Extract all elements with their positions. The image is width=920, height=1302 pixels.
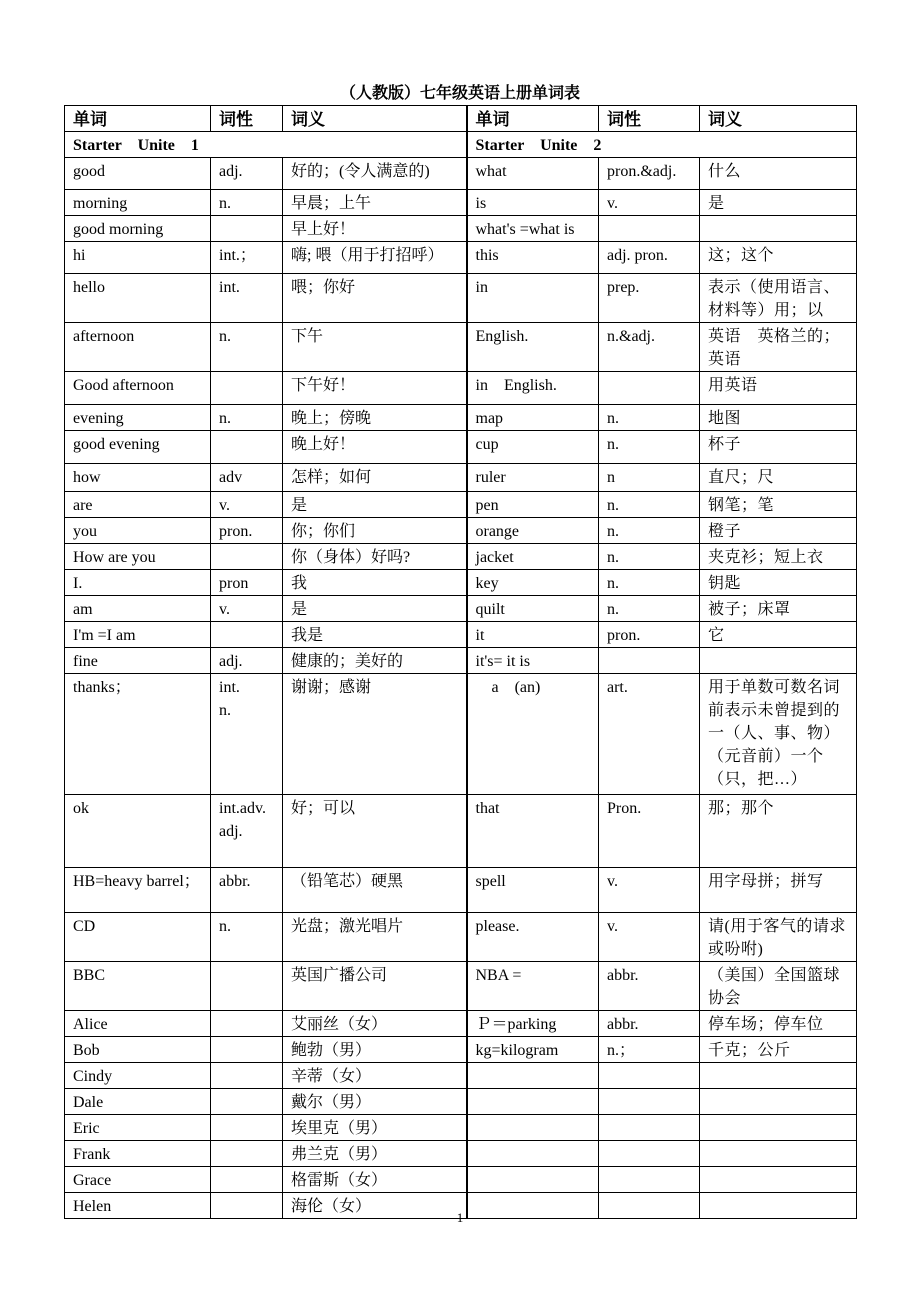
cell-meaning: 埃里克（男） bbox=[283, 1115, 467, 1141]
table-row bbox=[65, 544, 857, 570]
cell-word: in English. bbox=[467, 372, 599, 405]
cell-pos: v. bbox=[211, 492, 283, 518]
table-row bbox=[65, 464, 857, 492]
cell-pos: prep. bbox=[599, 274, 700, 323]
document-title: （人教版）七年级英语上册单词表 bbox=[339, 85, 580, 102]
cell-meaning: （美国）全国篮球协会 bbox=[700, 962, 857, 1011]
cell-pos: n. bbox=[599, 405, 700, 431]
table-row bbox=[65, 190, 857, 216]
table-row bbox=[65, 323, 857, 372]
cell-meaning: 钥匙 bbox=[700, 570, 857, 596]
cell-pos: n. bbox=[599, 544, 700, 570]
cell-word: good morning bbox=[65, 216, 211, 242]
cell-pos: n. bbox=[599, 431, 700, 464]
cell-pos bbox=[599, 216, 700, 242]
cell-meaning: 是 bbox=[283, 492, 467, 518]
cell-meaning: 你（身体）好吗? bbox=[283, 544, 467, 570]
cell-word: ok bbox=[65, 795, 211, 868]
cell-meaning: 杯子 bbox=[700, 431, 857, 464]
cell-meaning: 地图 bbox=[700, 405, 857, 431]
cell-word: hello bbox=[65, 274, 211, 323]
cell-word: Alice bbox=[65, 1011, 211, 1037]
table-row bbox=[65, 795, 857, 868]
cell-pos bbox=[211, 431, 283, 464]
section-title-unit-1: Starter Unite 1 bbox=[65, 132, 467, 158]
cell-meaning: 橙子 bbox=[700, 518, 857, 544]
cell-meaning: 好的；(令人满意的) bbox=[283, 158, 467, 190]
cell-word bbox=[467, 1141, 599, 1167]
cell-word: Good afternoon bbox=[65, 372, 211, 405]
cell-pos: n. bbox=[599, 492, 700, 518]
cell-pos bbox=[211, 1115, 283, 1141]
cell-pos bbox=[211, 1037, 283, 1063]
cell-meaning: 那；那个 bbox=[700, 795, 857, 868]
cell-word: Eric bbox=[65, 1115, 211, 1141]
cell-meaning bbox=[700, 1063, 857, 1089]
cell-word: a (an) bbox=[467, 674, 599, 795]
cell-word: Bob bbox=[65, 1037, 211, 1063]
section-title-unit-2: Starter Unite 2 bbox=[467, 132, 857, 158]
cell-word: pen bbox=[467, 492, 599, 518]
header-pos: 词性 bbox=[211, 106, 283, 132]
cell-pos: v. bbox=[599, 190, 700, 216]
cell-meaning bbox=[700, 648, 857, 674]
cell-word: that bbox=[467, 795, 599, 868]
cell-word: CD bbox=[65, 913, 211, 962]
table-row bbox=[65, 674, 857, 795]
cell-pos: abbr. bbox=[599, 962, 700, 1011]
cell-pos: n. bbox=[599, 596, 700, 622]
cell-pos bbox=[599, 1167, 700, 1193]
cell-meaning: 戴尔（男） bbox=[283, 1089, 467, 1115]
cell-pos bbox=[211, 1141, 283, 1167]
cell-pos bbox=[211, 1011, 283, 1037]
cell-word: Helen bbox=[65, 1193, 211, 1219]
cell-meaning: 英语 英格兰的；英语 bbox=[700, 323, 857, 372]
cell-word: morning bbox=[65, 190, 211, 216]
cell-meaning bbox=[700, 1141, 857, 1167]
cell-pos: n.； bbox=[599, 1037, 700, 1063]
cell-word: evening bbox=[65, 405, 211, 431]
table-row bbox=[65, 1167, 857, 1193]
cell-meaning: 什么 bbox=[700, 158, 857, 190]
cell-word: this bbox=[467, 242, 599, 274]
cell-meaning bbox=[700, 216, 857, 242]
cell-pos: n bbox=[599, 464, 700, 492]
cell-word: how bbox=[65, 464, 211, 492]
cell-meaning: 英国广播公司 bbox=[283, 962, 467, 1011]
table-row bbox=[65, 570, 857, 596]
cell-pos bbox=[599, 648, 700, 674]
cell-pos bbox=[211, 216, 283, 242]
section-row bbox=[65, 132, 857, 158]
cell-pos: adj. bbox=[211, 158, 283, 190]
cell-meaning: 格雷斯（女） bbox=[283, 1167, 467, 1193]
cell-word: jacket bbox=[467, 544, 599, 570]
cell-meaning: 早晨；上午 bbox=[283, 190, 467, 216]
cell-meaning: 怎样；如何 bbox=[283, 464, 467, 492]
cell-word: quilt bbox=[467, 596, 599, 622]
cell-word: NBA = bbox=[467, 962, 599, 1011]
cell-meaning: 表示（使用语言、材料等）用；以 bbox=[700, 274, 857, 323]
cell-meaning: 停车场；停车位 bbox=[700, 1011, 857, 1037]
vocabulary-table bbox=[64, 105, 857, 1219]
cell-meaning: 谢谢；感谢 bbox=[283, 674, 467, 795]
cell-word: Grace bbox=[65, 1167, 211, 1193]
cell-pos: v. bbox=[599, 868, 700, 913]
cell-pos: abbr. bbox=[211, 868, 283, 913]
cell-meaning: 早上好！ bbox=[283, 216, 467, 242]
cell-meaning: 晚上好！ bbox=[283, 431, 467, 464]
cell-pos: pron. bbox=[211, 518, 283, 544]
cell-pos bbox=[599, 1115, 700, 1141]
cell-pos: int.adv. adj. bbox=[211, 795, 283, 868]
cell-meaning: 晚上；傍晚 bbox=[283, 405, 467, 431]
cell-pos: v. bbox=[599, 913, 700, 962]
table-row bbox=[65, 913, 857, 962]
cell-pos: n. bbox=[599, 518, 700, 544]
cell-word: kg=kilogram bbox=[467, 1037, 599, 1063]
cell-word bbox=[467, 1089, 599, 1115]
cell-pos: pron.&adj. bbox=[599, 158, 700, 190]
cell-pos bbox=[211, 1167, 283, 1193]
cell-meaning: 嗨; 喂（用于打招呼） bbox=[283, 242, 467, 274]
cell-pos bbox=[211, 372, 283, 405]
cell-pos: n. bbox=[211, 913, 283, 962]
cell-meaning: 光盘；激光唱片 bbox=[283, 913, 467, 962]
cell-word: is bbox=[467, 190, 599, 216]
page-number: 1 bbox=[456, 1210, 464, 1225]
cell-meaning: 健康的；美好的 bbox=[283, 648, 467, 674]
table-row bbox=[65, 648, 857, 674]
cell-pos: adv bbox=[211, 464, 283, 492]
cell-word: are bbox=[65, 492, 211, 518]
cell-meaning: 好；可以 bbox=[283, 795, 467, 868]
cell-word: fine bbox=[65, 648, 211, 674]
cell-pos: art. bbox=[599, 674, 700, 795]
table-row bbox=[65, 216, 857, 242]
cell-meaning: 我 bbox=[283, 570, 467, 596]
cell-meaning: 用于单数可数名词前表示未曾提到的一（人、事、物）（元音前）一个（只，把…） bbox=[700, 674, 857, 795]
cell-meaning: 弗兰克（男） bbox=[283, 1141, 467, 1167]
cell-pos bbox=[599, 1063, 700, 1089]
table-row bbox=[65, 242, 857, 274]
cell-pos bbox=[211, 1089, 283, 1115]
cell-word: spell bbox=[467, 868, 599, 913]
cell-meaning: 艾丽丝（女） bbox=[283, 1011, 467, 1037]
cell-pos: pron. bbox=[599, 622, 700, 648]
cell-meaning: 这；这个 bbox=[700, 242, 857, 274]
cell-pos bbox=[599, 1141, 700, 1167]
cell-pos bbox=[211, 1063, 283, 1089]
cell-word bbox=[467, 1167, 599, 1193]
cell-meaning: 你；你们 bbox=[283, 518, 467, 544]
cell-pos bbox=[599, 1089, 700, 1115]
cell-pos bbox=[211, 622, 283, 648]
cell-word: what bbox=[467, 158, 599, 190]
table-header-row bbox=[65, 106, 857, 132]
cell-meaning: 直尺；尺 bbox=[700, 464, 857, 492]
cell-pos: n. bbox=[211, 405, 283, 431]
cell-pos: pron bbox=[211, 570, 283, 596]
header-meaning: 词义 bbox=[700, 106, 857, 132]
cell-pos: adj. bbox=[211, 648, 283, 674]
cell-pos: n.&adj. bbox=[599, 323, 700, 372]
cell-pos: int. n. bbox=[211, 674, 283, 795]
cell-meaning: 请(用于客气的请求或吩咐) bbox=[700, 913, 857, 962]
cell-meaning bbox=[700, 1167, 857, 1193]
cell-word: it's= it is bbox=[467, 648, 599, 674]
cell-word: Ｐ＝parking bbox=[467, 1011, 599, 1037]
cell-meaning: 它 bbox=[700, 622, 857, 648]
cell-meaning: 是 bbox=[700, 190, 857, 216]
table-row bbox=[65, 622, 857, 648]
cell-word: I'm =I am bbox=[65, 622, 211, 648]
table-row bbox=[65, 492, 857, 518]
table-row bbox=[65, 158, 857, 190]
table-row bbox=[65, 1115, 857, 1141]
cell-meaning: 海伦（女） bbox=[283, 1193, 467, 1219]
table-row bbox=[65, 1037, 857, 1063]
cell-word: key bbox=[467, 570, 599, 596]
cell-meaning: 用英语 bbox=[700, 372, 857, 405]
cell-word: please. bbox=[467, 913, 599, 962]
cell-meaning: 喂；你好 bbox=[283, 274, 467, 323]
cell-pos: v. bbox=[211, 596, 283, 622]
cell-pos: n. bbox=[211, 323, 283, 372]
cell-meaning: 千克；公斤 bbox=[700, 1037, 857, 1063]
cell-word bbox=[467, 1063, 599, 1089]
cell-meaning: 我是 bbox=[283, 622, 467, 648]
cell-meaning bbox=[700, 1089, 857, 1115]
cell-pos bbox=[211, 544, 283, 570]
table-row bbox=[65, 962, 857, 1011]
table-row bbox=[65, 1011, 857, 1037]
cell-meaning: 下午好！ bbox=[283, 372, 467, 405]
cell-word: thanks； bbox=[65, 674, 211, 795]
cell-word: you bbox=[65, 518, 211, 544]
header-word: 单词 bbox=[467, 106, 599, 132]
cell-meaning: 被子；床罩 bbox=[700, 596, 857, 622]
cell-word: BBC bbox=[65, 962, 211, 1011]
cell-word: what's =what is bbox=[467, 216, 599, 242]
cell-meaning: 下午 bbox=[283, 323, 467, 372]
cell-word: orange bbox=[467, 518, 599, 544]
table-row bbox=[65, 868, 857, 913]
table-row bbox=[65, 596, 857, 622]
header-meaning: 词义 bbox=[283, 106, 467, 132]
header-pos: 词性 bbox=[599, 106, 700, 132]
cell-pos: int. bbox=[211, 274, 283, 323]
cell-word bbox=[467, 1115, 599, 1141]
header-word: 单词 bbox=[65, 106, 211, 132]
cell-meaning: 鲍勃（男） bbox=[283, 1037, 467, 1063]
cell-word: in bbox=[467, 274, 599, 323]
cell-word: cup bbox=[467, 431, 599, 464]
cell-word: hi bbox=[65, 242, 211, 274]
cell-word: HB=heavy barrel； bbox=[65, 868, 211, 913]
cell-pos: int.； bbox=[211, 242, 283, 274]
cell-word: English. bbox=[467, 323, 599, 372]
cell-word: How are you bbox=[65, 544, 211, 570]
cell-meaning: 用字母拼；拼写 bbox=[700, 868, 857, 913]
table-row bbox=[65, 518, 857, 544]
table-row bbox=[65, 372, 857, 405]
cell-word: good evening bbox=[65, 431, 211, 464]
cell-word: ruler bbox=[467, 464, 599, 492]
cell-pos bbox=[599, 372, 700, 405]
cell-word: am bbox=[65, 596, 211, 622]
table-row bbox=[65, 1089, 857, 1115]
cell-word: it bbox=[467, 622, 599, 648]
cell-word: map bbox=[467, 405, 599, 431]
cell-meaning bbox=[700, 1115, 857, 1141]
cell-meaning: 是 bbox=[283, 596, 467, 622]
table-row bbox=[65, 274, 857, 323]
cell-meaning: 钢笔；笔 bbox=[700, 492, 857, 518]
cell-pos: abbr. bbox=[599, 1011, 700, 1037]
cell-pos: Pron. bbox=[599, 795, 700, 868]
cell-pos bbox=[211, 962, 283, 1011]
cell-pos: adj. pron. bbox=[599, 242, 700, 274]
table-row bbox=[65, 405, 857, 431]
cell-meaning: 夹克衫；短上衣 bbox=[700, 544, 857, 570]
cell-word: afternoon bbox=[65, 323, 211, 372]
table-row bbox=[65, 1063, 857, 1089]
cell-pos: n. bbox=[211, 190, 283, 216]
table-row bbox=[65, 431, 857, 464]
cell-word: Frank bbox=[65, 1141, 211, 1167]
cell-meaning: （铅笔芯）硬黑 bbox=[283, 868, 467, 913]
cell-word: Cindy bbox=[65, 1063, 211, 1089]
table-row bbox=[65, 1141, 857, 1167]
cell-word: good bbox=[65, 158, 211, 190]
cell-word: I. bbox=[65, 570, 211, 596]
cell-meaning: 辛蒂（女） bbox=[283, 1063, 467, 1089]
cell-pos: n. bbox=[599, 570, 700, 596]
cell-word: Dale bbox=[65, 1089, 211, 1115]
